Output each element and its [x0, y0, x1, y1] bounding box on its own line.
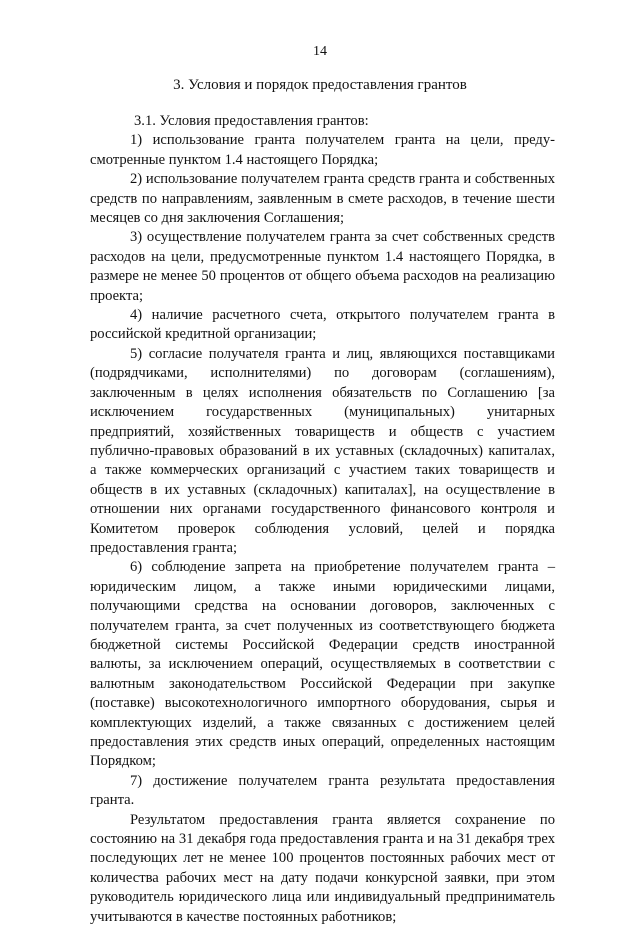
paragraph-condition-2: 2) использование получателем гранта средств гранта и собственных средств по направлениям, заявленным в смете расходов, в течение шести месяцев со дня заключения Соглашения;	[90, 171, 555, 227]
paragraph-condition-3: 3) осуществление получателем гранта за счет собственных средств расходов на цели, предусмотренные пунктом 1.4 настоящего Порядка, в размере не менее 50 процентов от общего объема расходов на реализацию проекта;	[90, 229, 555, 304]
paragraph-3-1: 3.1. Условия предоставления грантов:	[134, 113, 369, 129]
section-title: 3. Условия и порядок предоставления грантов	[173, 77, 467, 93]
paragraph-condition-7: 7) достижение получателем гранта результата предоставления гранта.	[90, 772, 555, 809]
document-body	[90, 112, 555, 927]
page-number: 14	[313, 44, 327, 59]
paragraph-result: Результатом предоставления гранта является сохранение по состоянию на 31 декабря года предоставления гранта и на 31 декабря трех последующих лет не менее 100 процентов постоянных рабочих мест от количества рабочих мест на дату подачи конкурсной заявки, при этом руководитель юридического лица или индивидуальный предприниматель учитываются в качестве постоянных работников;	[90, 811, 555, 925]
paragraph-condition-5: 5) согласие получателя гранта и лиц, являющихся поставщиками (подрядчиками, исполнителями) по договорам (соглашениям), заключенным в целях исполнения обязательств по Соглашению [за исключением государственных (муниципальных) унитарных предприятий, хозяйственных товариществ и обществ с участием публично-правовых образований в их уставных (складочных) капиталах, а также коммерческих организаций с участием таких товариществ и обществ в их уставных (складочных) капиталах], на осуществление в отношении них органами государственного финансового контроля и Комитетом проверок соблюдения условий, целей и порядка предоставления гранта;	[90, 345, 555, 556]
paragraph-condition-6: 6) соблюдение запрета на приобретение получателем гранта – юридическим лицом, а также иными юридическими лицами, получающими средства на основании договоров, заключенных с получателем гранта, за счет полученных из соответствующего бюджета бюджетной системы Российской Федерации средств иностранной валюты, за исключением операций, осуществляемых в соответствии с валютным законодательством Российской Федерации при закупке (поставке) высокотехнологичного импортного оборудования, сырья и комплектующих изделий, а также связанных с достижением целей предоставления этих средств иных операций, определенных настоящим Порядком;	[90, 559, 555, 770]
paragraph-condition-4: 4) наличие расчетного счета, открытого получателем гранта в российской кредитной организации;	[90, 307, 555, 343]
paragraph-condition-1: 1) использование гранта получателем гранта на цели, преду-смотренные пунктом 1.4 настоящего Порядка;	[90, 132, 555, 168]
